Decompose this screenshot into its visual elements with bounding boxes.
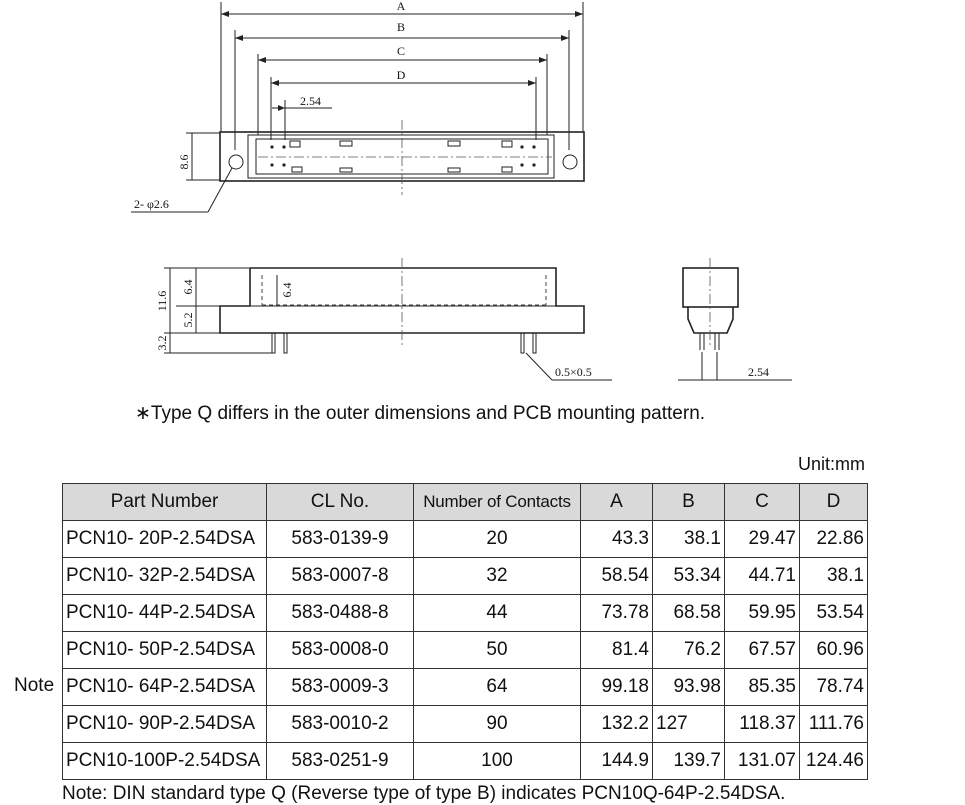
cl-no: 583-0007-8 (267, 558, 414, 595)
dimension-drawing (0, 0, 965, 390)
table-row (63, 669, 868, 706)
dim-d-label: D (396, 68, 406, 82)
dim-c-label: C (396, 44, 406, 58)
unit-label: Unit:mm (798, 454, 865, 474)
value-c: 131.07 (725, 743, 800, 780)
pin-leader (526, 353, 612, 380)
col-contacts: Number of Contacts (414, 484, 581, 521)
col-cl-no: CL No. (267, 484, 414, 521)
dim-pitch-side-label: 2.54 (748, 365, 769, 379)
value-b: 139.7 (653, 743, 725, 780)
col-part-number: Part Number (63, 484, 267, 521)
value-d: 78.74 (800, 669, 868, 706)
hole-label: 2- φ2.6 (134, 197, 169, 211)
value-c: 29.47 (725, 521, 800, 558)
value-a: 43.3 (581, 521, 653, 558)
top-view (220, 120, 584, 195)
dim-6-4-label: 6.4 (181, 279, 195, 295)
value-c: 67.57 (725, 632, 800, 669)
contacts: 90 (414, 706, 581, 743)
cl-no: 583-0008-0 (267, 632, 414, 669)
pin-label: 0.5×0.5 (555, 365, 592, 379)
table-row (63, 743, 868, 780)
value-a: 132.2 (581, 706, 653, 743)
part-number: PCN10- 64P-2.54DSA (63, 669, 267, 706)
value-d: 124.46 (800, 743, 868, 780)
value-c: 85.35 (725, 669, 800, 706)
table-row (63, 558, 868, 595)
value-d: 60.96 (800, 632, 868, 669)
dim-b-label: B (396, 20, 406, 34)
dim-pitch-top (272, 94, 332, 140)
value-a: 81.4 (581, 632, 653, 669)
value-b: 68.58 (653, 595, 725, 632)
value-a: 58.54 (581, 558, 653, 595)
value-b: 38.1 (653, 521, 725, 558)
table-row (63, 595, 868, 632)
col-c: C (725, 484, 800, 521)
dim-c (258, 44, 547, 135)
side-view (678, 258, 792, 380)
table-row (63, 706, 868, 743)
dim-5-2-label: 5.2 (181, 312, 195, 328)
dim-3-2-label: 3.2 (155, 335, 169, 351)
col-a: A (581, 484, 653, 521)
table-row (63, 521, 868, 558)
footnote: Note: DIN standard type Q (Reverse type of type B) indicates PCN10Q-64P-2.54DSA. (62, 783, 786, 804)
part-number: PCN10- 32P-2.54DSA (63, 558, 267, 595)
contacts: 44 (414, 595, 581, 632)
value-b: 53.34 (653, 558, 725, 595)
table-row (63, 632, 868, 669)
part-number: PCN10-100P-2.54DSA (63, 743, 267, 780)
cl-no: 583-0009-3 (267, 669, 414, 706)
dim-6-4-inner-label: 6.4 (280, 282, 294, 298)
part-number: PCN10- 20P-2.54DSA (63, 521, 267, 558)
col-d: D (800, 484, 868, 521)
value-b: 93.98 (653, 669, 725, 706)
value-d: 38.1 (800, 558, 868, 595)
value-d: 22.86 (800, 521, 868, 558)
value-a: 99.18 (581, 669, 653, 706)
contacts: 50 (414, 632, 581, 669)
part-number: PCN10- 50P-2.54DSA (63, 632, 267, 669)
spec-table (62, 483, 868, 780)
dim-pitch-top-label: 2.54 (300, 94, 321, 108)
dim-a-label: A (396, 0, 406, 13)
contacts: 20 (414, 521, 581, 558)
contacts: 32 (414, 558, 581, 595)
value-d: 111.76 (800, 706, 868, 743)
part-number: PCN10- 44P-2.54DSA (63, 595, 267, 632)
value-c: 118.37 (725, 706, 800, 743)
value-a: 144.9 (581, 743, 653, 780)
front-view (220, 258, 584, 353)
contacts: 64 (414, 669, 581, 706)
cl-no: 583-0251-9 (267, 743, 414, 780)
value-c: 44.71 (725, 558, 800, 595)
value-b: 76.2 (653, 632, 725, 669)
contacts: 100 (414, 743, 581, 780)
value-b: 127 (653, 706, 725, 743)
front-view-dims (155, 268, 294, 353)
table-header-row (63, 484, 868, 521)
type-q-remark: ∗Type Q differs in the outer dimensions and PCB mounting pattern. (135, 403, 706, 424)
cl-no: 583-0488-8 (267, 595, 414, 632)
part-number: PCN10- 90P-2.54DSA (63, 706, 267, 743)
hole-leader (131, 168, 232, 212)
row-note-label: Note (14, 675, 55, 696)
value-d: 53.54 (800, 595, 868, 632)
cl-no: 583-0010-2 (267, 706, 414, 743)
cl-no: 583-0139-9 (267, 521, 414, 558)
dim-11-6-label: 11.6 (155, 290, 169, 312)
value-c: 59.95 (725, 595, 800, 632)
col-b: B (653, 484, 725, 521)
dim-8-6-label: 8.6 (177, 154, 191, 170)
dim-height-8-6 (177, 133, 220, 180)
value-a: 73.78 (581, 595, 653, 632)
